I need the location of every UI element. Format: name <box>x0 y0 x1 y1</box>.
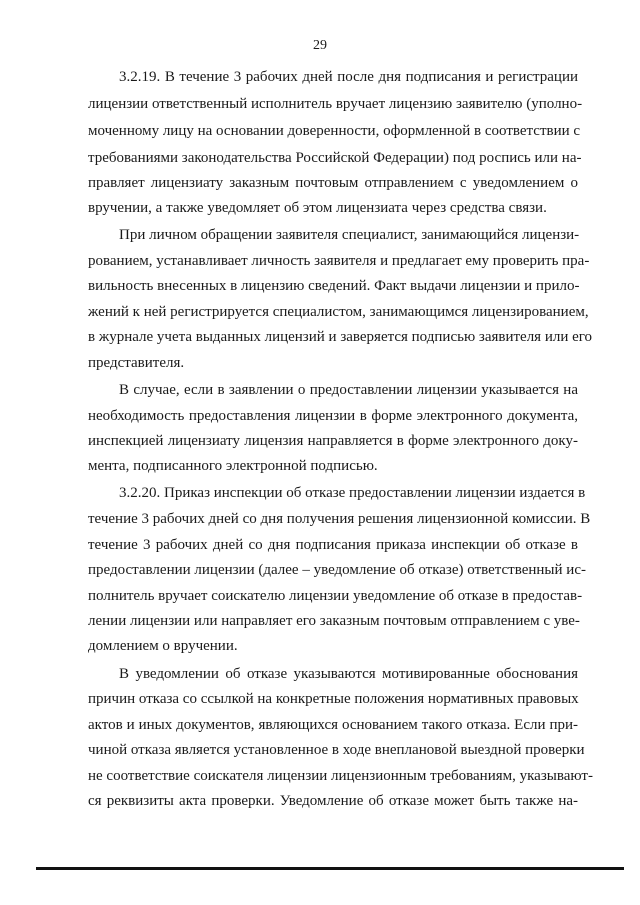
text-line: предоставлении лицензии (далее – уведомление об отказе) ответственный ис- <box>88 562 586 578</box>
text-line: жений к ней регистрируется специалистом, занимающимся лицензированием, <box>88 304 589 320</box>
text-line: не соответствие соискателя лицензии лицензионным требованиям, указывают- <box>88 768 593 784</box>
text-line: чиной отказа является установленное в ходе внеплановой выездной проверки <box>88 742 585 758</box>
text-line: мента, подписанного электронной подписью. <box>88 458 378 474</box>
page-number: 29 <box>313 38 327 53</box>
text-line: вручении, а также уведомляет об этом лицензиата через средства связи. <box>88 200 547 216</box>
bottom-rule <box>36 867 624 870</box>
text-line: в журнале учета выданных лицензий и заверяется подписью заявителя или его <box>88 329 593 345</box>
text-line: причин отказа со ссылкой на конкретные положения нормативных правовых <box>88 691 579 707</box>
text-line: полнитель вручает соискателю лицензии уведомление об отказе в предостав- <box>88 588 583 604</box>
text-line: В случае, если в заявлении о предоставлении лицензии указывается на <box>119 382 578 398</box>
text-line: лицензии ответственный исполнитель вручает лицензию заявителю (уполно- <box>88 96 583 112</box>
text-line: 3.2.20. Приказ инспекции об отказе предоставлении лицензии издается в <box>119 485 586 501</box>
text-line: правляет лицензиату заказным почтовым отправлением с уведомлением о <box>88 175 578 191</box>
text-line: 3.2.19. В течение 3 рабочих дней после дня подписания и регистрации <box>119 69 578 85</box>
text-line: представителя. <box>88 355 185 371</box>
text-line: лении лицензии или направляет его заказным почтовым отправлением с уве- <box>88 613 580 629</box>
text-line: требованиями законодательства Российской Федерации) под роспись или на- <box>88 150 582 166</box>
text-line: вильность внесенных в лицензию сведений. Факт выдачи лицензии и прило- <box>88 278 580 294</box>
text-line: ся реквизиты акта проверки. Уведомление об отказе может быть также на- <box>88 793 578 809</box>
text-line: моченному лицу на основании доверенности, оформленной в соответствии с <box>88 123 581 139</box>
text-line: необходимость предоставления лицензии в форме электронного документа, <box>88 408 578 424</box>
text-line: В уведомлении об отказе указываются мотивированные обоснования <box>119 666 578 682</box>
text-line: домлением о вручении. <box>88 638 238 654</box>
text-line: При личном обращении заявителя специалист, занимающийся лицензи- <box>119 227 580 243</box>
text-line: течение 3 рабочих дней со дня подписания приказа инспекции об отказе в <box>88 537 578 553</box>
text-line: инспекцией лицензиату лицензия направляется в форме электронного доку- <box>88 433 578 449</box>
text-line: течение 3 рабочих дней со дня получения решения лицензионной комиссии. В <box>88 511 591 527</box>
text-line: рованием, устанавливает личность заявителя и предлагает ему проверить пра- <box>88 253 590 269</box>
text-line: актов и иных документов, являющихся основанием такого отказа. Если при- <box>88 717 578 733</box>
